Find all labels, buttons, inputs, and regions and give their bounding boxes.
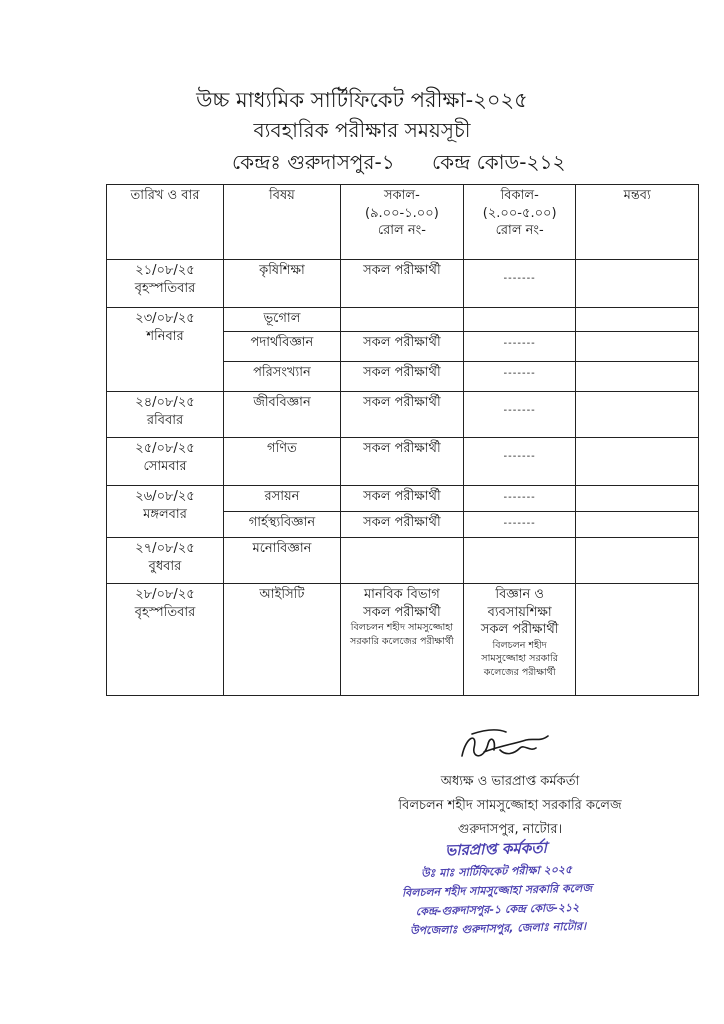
evening-group: বিজ্ঞান ও — [495, 587, 544, 602]
subject-cell: কৃষিশিক্ষা — [224, 260, 341, 308]
weekday: বৃহস্পতিবার — [134, 280, 196, 296]
morning-note: বিলচলন শহীদ সামসুজ্জোহা — [350, 622, 453, 634]
date: ২১/০৮/২৫ — [135, 263, 195, 278]
header-subject: বিষয় — [224, 185, 341, 260]
date: ২৭/০৮/২৫ — [135, 541, 195, 556]
subject-cell: পদার্থবিজ্ঞান — [224, 332, 341, 362]
morning-cell — [340, 308, 463, 332]
evening-cell — [463, 538, 576, 584]
remarks-cell — [576, 486, 699, 512]
remarks-cell — [576, 392, 699, 438]
evening-dash: ------- — [503, 368, 536, 379]
evening-dash: ------- — [503, 518, 536, 529]
morning-cell: সকল পরীক্ষার্থী — [340, 438, 463, 486]
evening-cell — [463, 486, 576, 512]
remarks-cell — [576, 584, 699, 696]
morning-group: মানবিক বিভাগ — [363, 587, 440, 602]
evening-cell — [463, 584, 576, 696]
evening-cell — [463, 392, 576, 438]
table-row — [107, 308, 699, 332]
subject-cell: গণিত — [224, 438, 341, 486]
table-header-row — [107, 185, 699, 260]
subject-cell: রসায়ন — [224, 486, 341, 512]
date-cell — [107, 584, 224, 696]
exam-title: উচ্চ মাধ্যমিক সার্টিফিকেট পরীক্ষা-২০২৫ — [196, 88, 528, 112]
weekday: মঙ্গলবার — [143, 506, 187, 522]
signatory-designation: অধ্যক্ষ ও ভারপ্রাপ্ত কর্মকর্তা — [440, 774, 580, 789]
evening-cell — [463, 260, 576, 308]
remarks-cell — [576, 308, 699, 332]
morning-note: সরকারি কলেজের পরীক্ষার্থী — [350, 635, 454, 647]
date: ২৬/০৮/২৫ — [135, 489, 195, 504]
morning-cell — [340, 538, 463, 584]
date-cell — [107, 260, 224, 308]
morning-cell: সকল পরীক্ষার্থী — [340, 512, 463, 538]
table-row — [107, 392, 699, 438]
evening-cell — [463, 438, 576, 486]
header-remarks: মন্তব্য — [576, 185, 699, 260]
date-cell — [107, 308, 224, 392]
date-cell — [107, 392, 224, 438]
remarks-cell — [576, 362, 699, 392]
weekday: রবিবার — [146, 412, 184, 428]
morning-candidates: সকল পরীক্ষার্থী — [363, 604, 441, 620]
morning-cell: সকল পরীক্ষার্থী — [340, 486, 463, 512]
header-morning-time: (৯.০০-১.০০) — [365, 205, 439, 221]
header-morning-label: সকাল- — [383, 188, 420, 203]
stamp-exam: উঃ মাঃ সার্টিফিকেট পরীক্ষা ২০২৫ — [420, 863, 573, 880]
date: ২৮/০৮/২৫ — [135, 587, 195, 602]
evening-cell — [463, 512, 576, 538]
weekday: বুধবার — [148, 558, 182, 574]
header-evening-time: (২.০০-৫.০০) — [482, 205, 557, 221]
schedule-table — [106, 184, 699, 696]
header-date: তারিখ ও বার — [107, 185, 224, 260]
stamp-centre: কেন্দ্র-গুরুদাসপুর-১ কেন্দ্র কোড-২১২ — [415, 900, 580, 919]
table-row — [107, 538, 699, 584]
college-name: বিলচলন শহীদ সামসুজ্জোহা সরকারি কলেজ — [398, 798, 622, 813]
stamp-title: ভারপ্রাপ্ত কর্মকর্তা — [444, 838, 548, 860]
weekday: বৃহস্পতিবার — [134, 604, 196, 620]
weekday: সোমবার — [143, 458, 187, 474]
evening-dash: ------- — [503, 492, 536, 503]
subject-cell: জীববিজ্ঞান — [224, 392, 341, 438]
evening-note: সামসুজ্জোহা সরকারি — [481, 653, 559, 665]
subject-cell: মনোবিজ্ঞান — [224, 538, 341, 584]
header-morning — [340, 185, 463, 260]
evening-cell — [463, 332, 576, 362]
date: ২৩/০৮/২৫ — [135, 311, 195, 326]
table-row — [107, 584, 699, 696]
table-row — [107, 260, 699, 308]
morning-cell: সকল পরীক্ষার্থী — [340, 260, 463, 308]
college-location: গুরুদাসপুর, নাটোর। — [457, 822, 563, 837]
evening-dash: ------- — [503, 338, 536, 349]
date-cell — [107, 438, 224, 486]
remarks-cell — [576, 538, 699, 584]
schedule-subtitle: ব্যবহারিক পরীক্ষার সময়সূচী — [253, 118, 471, 142]
date: ২৫/০৮/২৫ — [135, 441, 195, 456]
signature — [444, 726, 564, 772]
table-row — [107, 438, 699, 486]
header-evening-roll: রোল নং- — [495, 223, 544, 239]
centre-name: কেন্দ্রঃ গুরুদাসপুর-১ — [232, 150, 395, 174]
centre-code: কেন্দ্র কোড-২১২ — [432, 150, 566, 174]
remarks-cell — [576, 332, 699, 362]
morning-cell — [340, 584, 463, 696]
evening-dash: ------- — [503, 451, 536, 462]
subject-cell: পরিসংখ্যান — [224, 362, 341, 392]
stamp-district: উপজেলাঃ গুরুদাসপুর, জেলাঃ নাটোর। — [409, 919, 587, 938]
stamp-college: বিলচলন শহীদ সামসুজ্জোহা সরকারি কলেজ — [401, 881, 593, 900]
evening-cell — [463, 308, 576, 332]
header-morning-roll: রোল নং- — [377, 223, 426, 239]
remarks-cell — [576, 438, 699, 486]
evening-cell — [463, 362, 576, 392]
morning-cell: সকল পরীক্ষার্থী — [340, 332, 463, 362]
subject-cell: গার্হস্থ্যবিজ্ঞান — [224, 512, 341, 538]
remarks-cell — [576, 512, 699, 538]
subject-cell: আইসিটি — [224, 584, 341, 696]
evening-dash: ------- — [503, 273, 536, 284]
evening-candidates: সকল পরীক্ষার্থী — [480, 622, 559, 638]
evening-group: ব্যবসায়শিক্ষা — [487, 604, 552, 620]
remarks-cell — [576, 260, 699, 308]
table-row — [107, 486, 699, 512]
weekday: শনিবার — [146, 328, 184, 344]
morning-cell: সকল পরীক্ষার্থী — [340, 362, 463, 392]
subject-cell: ভূগোল — [224, 308, 341, 332]
date: ২৪/০৮/২৫ — [135, 395, 195, 410]
evening-note: বিলচলন শহীদ — [492, 639, 547, 651]
header-evening — [463, 185, 576, 260]
date-cell — [107, 486, 224, 538]
evening-dash: ------- — [503, 405, 536, 416]
morning-cell: সকল পরীক্ষার্থী — [340, 392, 463, 438]
header-evening-label: বিকাল- — [500, 188, 539, 203]
evening-note: কলেজের পরীক্ষার্থী — [483, 667, 556, 679]
official-stamp — [371, 835, 624, 943]
date-cell — [107, 538, 224, 584]
